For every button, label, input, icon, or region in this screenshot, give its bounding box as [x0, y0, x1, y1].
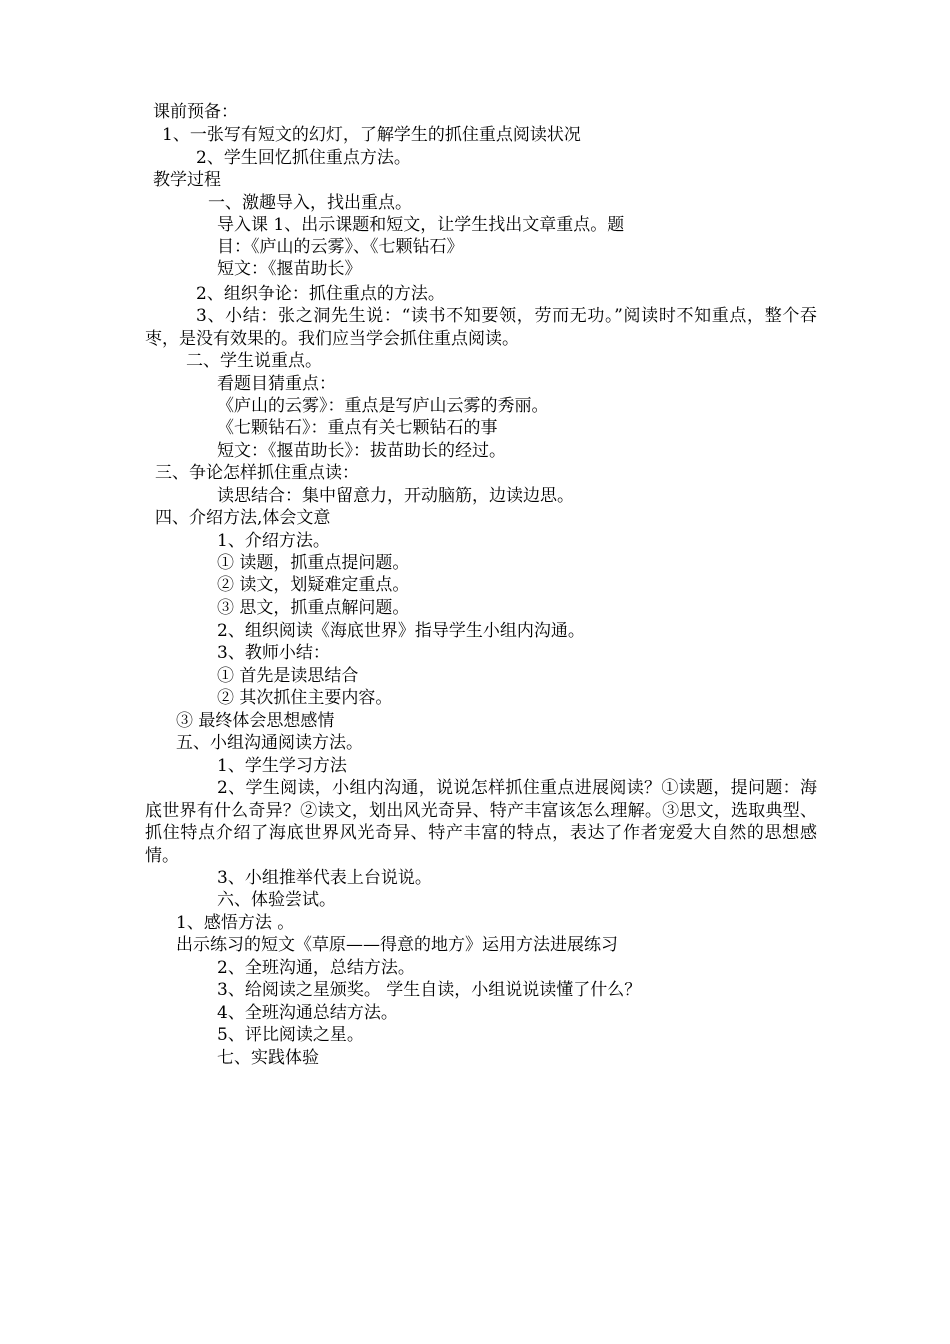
text-line: 短文：《揠苗助长》：拔苗助长的经过。	[217, 441, 506, 461]
section-heading: 三、争论怎样抓住重点读：	[155, 463, 359, 483]
text-line: 3、小组推举代表上台说说。	[217, 868, 432, 888]
text-line: 《庐山的云雾》：重点是写庐山云雾的秀丽。	[217, 396, 549, 416]
section-heading: 七、实践体验	[217, 1048, 319, 1068]
text-line: 1、介绍方法。	[217, 531, 330, 551]
list-item: ② 其次抓住主要内容。	[217, 688, 393, 708]
text-line: 看题目猜重点：	[217, 374, 336, 394]
list-item: ② 读文，划疑难定重点。	[217, 575, 410, 595]
section-heading: 五、小组沟通阅读方法。	[176, 733, 363, 753]
section-heading: 二、学生说重点。	[186, 351, 322, 371]
text-line: 1、感悟方法 。	[176, 913, 295, 933]
heading-teaching-process: 教学过程	[153, 170, 221, 190]
text-line: 5、评比阅读之星。	[217, 1025, 364, 1045]
discussion-paragraph: 2、学生阅读，小组内沟通，说说怎样抓住重点进展阅读？①读题，提问题：海底世界有什么奇异？②读文，划出风光奇异、特产丰富该怎么理解。③思文，选取典型、抓住特点介绍了海底世界风光奇异、特产丰富的特点，表达了作者宠爱大自然的思想感情。	[145, 778, 817, 866]
section-heading: 四、介绍方法,体会文意	[155, 508, 331, 528]
summary-paragraph: 3、小结：张之洞先生说：“读书不知要领，劳而无功。”阅读时不知重点，整个吞枣，是没有效果的。我们应当学会抓住重点阅读。	[145, 306, 817, 349]
section-heading: 六、体验尝试。	[217, 890, 336, 910]
text-line: 1、一张写有短文的幻灯，了解学生的抓住重点阅读状况	[162, 125, 581, 145]
list-item: ③ 最终体会思想感情	[176, 711, 335, 731]
text-line: 4、全班沟通总结方法。	[217, 1003, 398, 1023]
text-line: 目：《庐山的云雾》、《七颗钻石》	[217, 237, 464, 257]
list-item: ① 首先是读思结合	[217, 666, 359, 686]
text-line: 《七颗钻石》：重点有关七颗钻石的事	[217, 418, 498, 438]
text-line: 1、学生学习方法	[217, 756, 347, 776]
text-line: 2、组织阅读《海底世界》指导学生小组内沟通。	[217, 621, 585, 641]
text-line: 2、学生回忆抓住重点方法。	[196, 148, 411, 168]
text-line: 短文：《揠苗助长》	[217, 259, 362, 279]
text-line: 3、给阅读之星颁奖。 学生自读，小组说说读懂了什么？	[217, 980, 642, 1000]
text-line: 2、组织争论：抓住重点的方法。	[196, 284, 445, 304]
text-line: 3、教师小结：	[217, 643, 330, 663]
list-item: ③ 思文，抓重点解问题。	[217, 598, 410, 618]
list-item: ① 读题，抓重点提问题。	[217, 553, 410, 573]
text-line: 导入课 1、出示课题和短文，让学生找出文章重点。题	[217, 215, 625, 235]
section-heading: 一、激趣导入，找出重点。	[208, 193, 412, 213]
text-line: 2、全班沟通，总结方法。	[217, 958, 415, 978]
heading-preparation: 课前预备：	[153, 102, 238, 122]
text-line: 读思结合：集中留意力，开动脑筋，边读边思。	[217, 486, 574, 506]
text-line: 出示练习的短文《草原——得意的地方》运用方法进展练习	[176, 935, 618, 955]
